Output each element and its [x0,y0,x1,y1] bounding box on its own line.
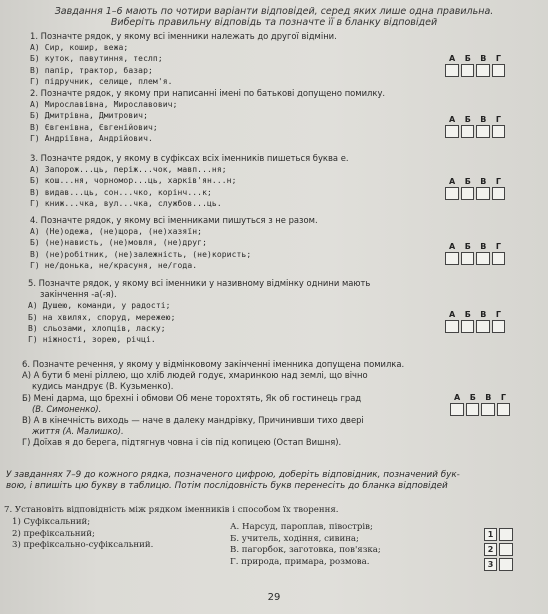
answer-cell[interactable] [461,64,475,77]
answer-cell[interactable] [492,64,506,77]
answer-cell[interactable] [492,125,506,138]
option-a: А) Душею, команди, у радості; [28,301,171,311]
option-b: Б) куток, павутиння, теслп; [30,54,163,64]
answer-cell[interactable] [476,125,490,138]
option-b-cont: (В. Симоненко). [32,403,102,414]
question-2 [30,88,385,144]
option-b: Б) (не)нависть, (не)мовля, (не)друг; [30,238,207,248]
answer-box-4: А Б В Г [445,242,505,265]
answer-cell[interactable] [492,252,506,265]
row-number: 1 [484,528,497,541]
question-7-title: 7. Установіть відповідність між рядком іменників і способом їх творення. [4,505,339,515]
answer-box-5: А Б В Г [445,310,505,333]
option-a-cont: кудись мандрує (В. Кузьменко). [32,381,174,392]
question-4 [30,215,318,271]
answer-cell[interactable] [476,64,490,77]
answer-cell[interactable] [450,403,464,416]
answer-cell[interactable] [461,252,475,265]
answer-cell[interactable] [461,187,475,200]
answer-cell[interactable] [445,252,459,265]
answer-cell[interactable] [476,320,490,333]
question-title: 6. Позначте речення, у якому у відмінковому закінченні іменника допущена помилка. [22,359,405,369]
option-b: Б) на хвилях, споруд, мережею; [28,312,176,322]
answer-cell[interactable] [499,558,513,571]
right-item: Б. учитель, ходіння, сивина; [230,533,359,544]
instruction-line-1: У завданнях 7–9 до кожного рядка, позначеного цифрою, доберіть відповідник, позначений бук- [6,470,460,480]
answer-cell[interactable] [445,320,459,333]
left-item: 3) префіксально-суфіксальний. [12,540,154,550]
question-title-cont: закінчення -а(-я). [40,289,117,300]
answer-cell[interactable] [461,320,475,333]
right-item: В. пагорбок, заготовка, пов'язка; [230,545,381,555]
answer-box-2: А Б В Г [445,115,505,138]
right-item: А. Нарсуд, пароплав, півострів; [230,522,373,532]
option-a: А) (Не)одежа, (не)щора, (не)хазяїн; [30,227,203,237]
question-1 [30,31,337,87]
answer-cell[interactable] [476,252,490,265]
option-a: А) Запорож...ць, періж...чок, мавп...ня; [30,165,227,175]
answer-cell[interactable] [461,125,475,138]
option-a: А) А бути б мені ріллею, що хліб людей годує, хмаринкою над землі, що вічно [22,370,368,381]
option-b: Б) Дмитрівна, Дмитрович; [30,111,148,121]
question-title: 4. Позначте рядок, у якому всі іменниками пишуться з не разом. [30,215,318,225]
option-c: В) Євгенівна, Євгенійович; [30,122,158,132]
answer-cell[interactable] [499,528,513,541]
row-number: 2 [484,543,497,556]
answer-cell[interactable] [445,125,459,138]
option-d: Г) підручник, селище, плем'я. [30,76,173,86]
header-line-1: Завдання 1–6 мають по чотири варіанти відповідей, серед яких лише одна правильна. [54,6,494,17]
question-3 [30,153,349,209]
option-d: Г) ніжності, зорею, річці. [28,335,156,345]
option-b: Б) Мені дарма, що брехні і обмови Об мене торохтять, Як об гостинець град [22,392,362,403]
option-d: Г) Андріївна, Андрійович. [30,133,153,143]
option-c: В) А в кінечність виходь — наче в далеку мандрівку, Причинивши тихо двері [22,415,364,426]
left-item: 1) Суфіксальний; [12,517,91,527]
answer-cell[interactable] [445,64,459,77]
question-7-left-column [12,517,153,552]
option-c: В) сльозами, хлопців, ласку; [28,323,166,333]
answer-box-3: А Б В Г [445,177,505,200]
option-a: А) Мирославівна, Мирославович; [30,100,178,110]
question-5 [28,278,370,345]
page-number: 29 [267,592,281,603]
answer-cell[interactable] [476,187,490,200]
answer-cell[interactable] [481,403,495,416]
row-number: 3 [484,558,497,571]
question-title: 3. Позначте рядок, у якому в суфіксах всіх іменників пишеться буква е. [30,153,349,163]
option-c: В) видав...ць, сон...чко, корінч...к; [30,187,212,197]
question-title: 1. Позначте рядок, у якому всі іменники належать до другої відміни. [30,31,337,41]
option-c: В) (не)робітник, (не)залежність, (не)користь; [30,249,252,259]
answer-cell[interactable] [466,403,480,416]
answer-cell[interactable] [492,320,506,333]
answer-box-6: А Б В Г [450,393,510,416]
answer-box-1: А Б В Г [445,54,505,77]
right-item: Г. природа, примара, розмова. [230,556,370,567]
answer-cell[interactable] [499,543,513,556]
instruction-line-2: вою, і впишіть цю букву в таблицю. Потім послідовність букв перенесіть до бланка відповідей [6,481,448,491]
question-7-right-column [230,522,381,568]
option-d: Г) Доїхав я до берега, підтягнув човна і сів під копицею (Остап Вишня). [22,437,342,448]
option-a: А) Сир, кошир, вежа; [30,43,129,53]
answer-cell[interactable] [492,187,506,200]
question-7-answer-grid [484,528,513,573]
question-title: 2. Позначте рядок, у якому при написанні імені по батькові допущено помилку. [30,88,386,98]
option-b: Б) кош...ня, чорномор...ць, харків'ян...н; [30,176,237,186]
option-c: В) папір, трактор, базар; [30,65,153,75]
header-line-2: Виберіть правильну відповідь та позначте її в бланку відповідей [110,17,438,28]
left-item: 2) префіксальний; [12,528,95,539]
answer-cell[interactable] [445,187,459,200]
option-c-cont: життя (А. Малишко). [32,426,124,437]
question-title: 5. Позначте рядок, у якому всі іменники у називному відмінку однини мають [28,278,371,288]
option-d: Г) книж...чка, вул...чка, службов...ць. [30,198,222,208]
answer-cell[interactable] [497,403,511,416]
question-6 [22,359,452,449]
option-d: Г) не/донька, не/красуня, не/годa. [30,260,198,270]
